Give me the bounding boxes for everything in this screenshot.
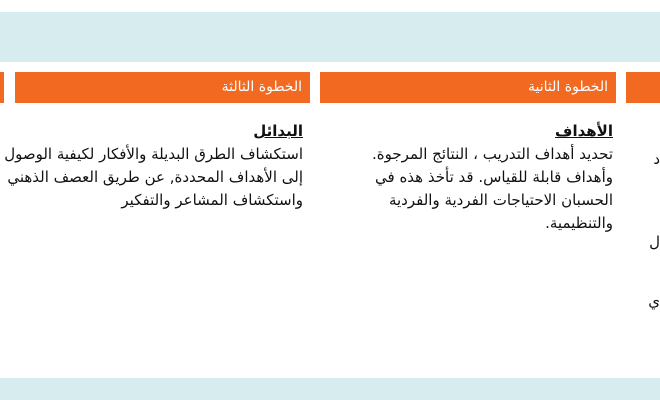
step2-column (333, 120, 613, 235)
step1-text-fragment: د (653, 150, 660, 168)
step2-header-label: الخطوة الثانية (528, 79, 608, 95)
step3-header-label: الخطوة الثالثة (221, 79, 302, 95)
step1-text-fragment: ل (649, 233, 660, 251)
top-decorative-band (0, 12, 660, 62)
step1-header-partial (626, 72, 660, 103)
step2-title: الأهداف (555, 122, 613, 140)
step-header-partial-left (0, 72, 4, 103)
step3-header (15, 72, 310, 103)
step3-text: استكشاف الطرق البديلة والأفكار لكيفية الوصول إلى الأهداف المحددة, عن طريق العصف الذهني واستكشاف المشاعر والتفكير (4, 145, 303, 209)
step2-header (320, 72, 616, 103)
step1-text-fragment: ي (648, 292, 660, 310)
step3-title: البدائل (253, 122, 303, 140)
bottom-decorative-band (0, 378, 660, 400)
step3-column (3, 120, 303, 212)
step2-text: تحديد أهداف التدريب ، النتائج المرجوة. وأهداف قابلة للقياس. قد تأخذ هذه في الحسبان الاحتياجات الفردية والفردية والتنظيمية. (372, 145, 613, 232)
